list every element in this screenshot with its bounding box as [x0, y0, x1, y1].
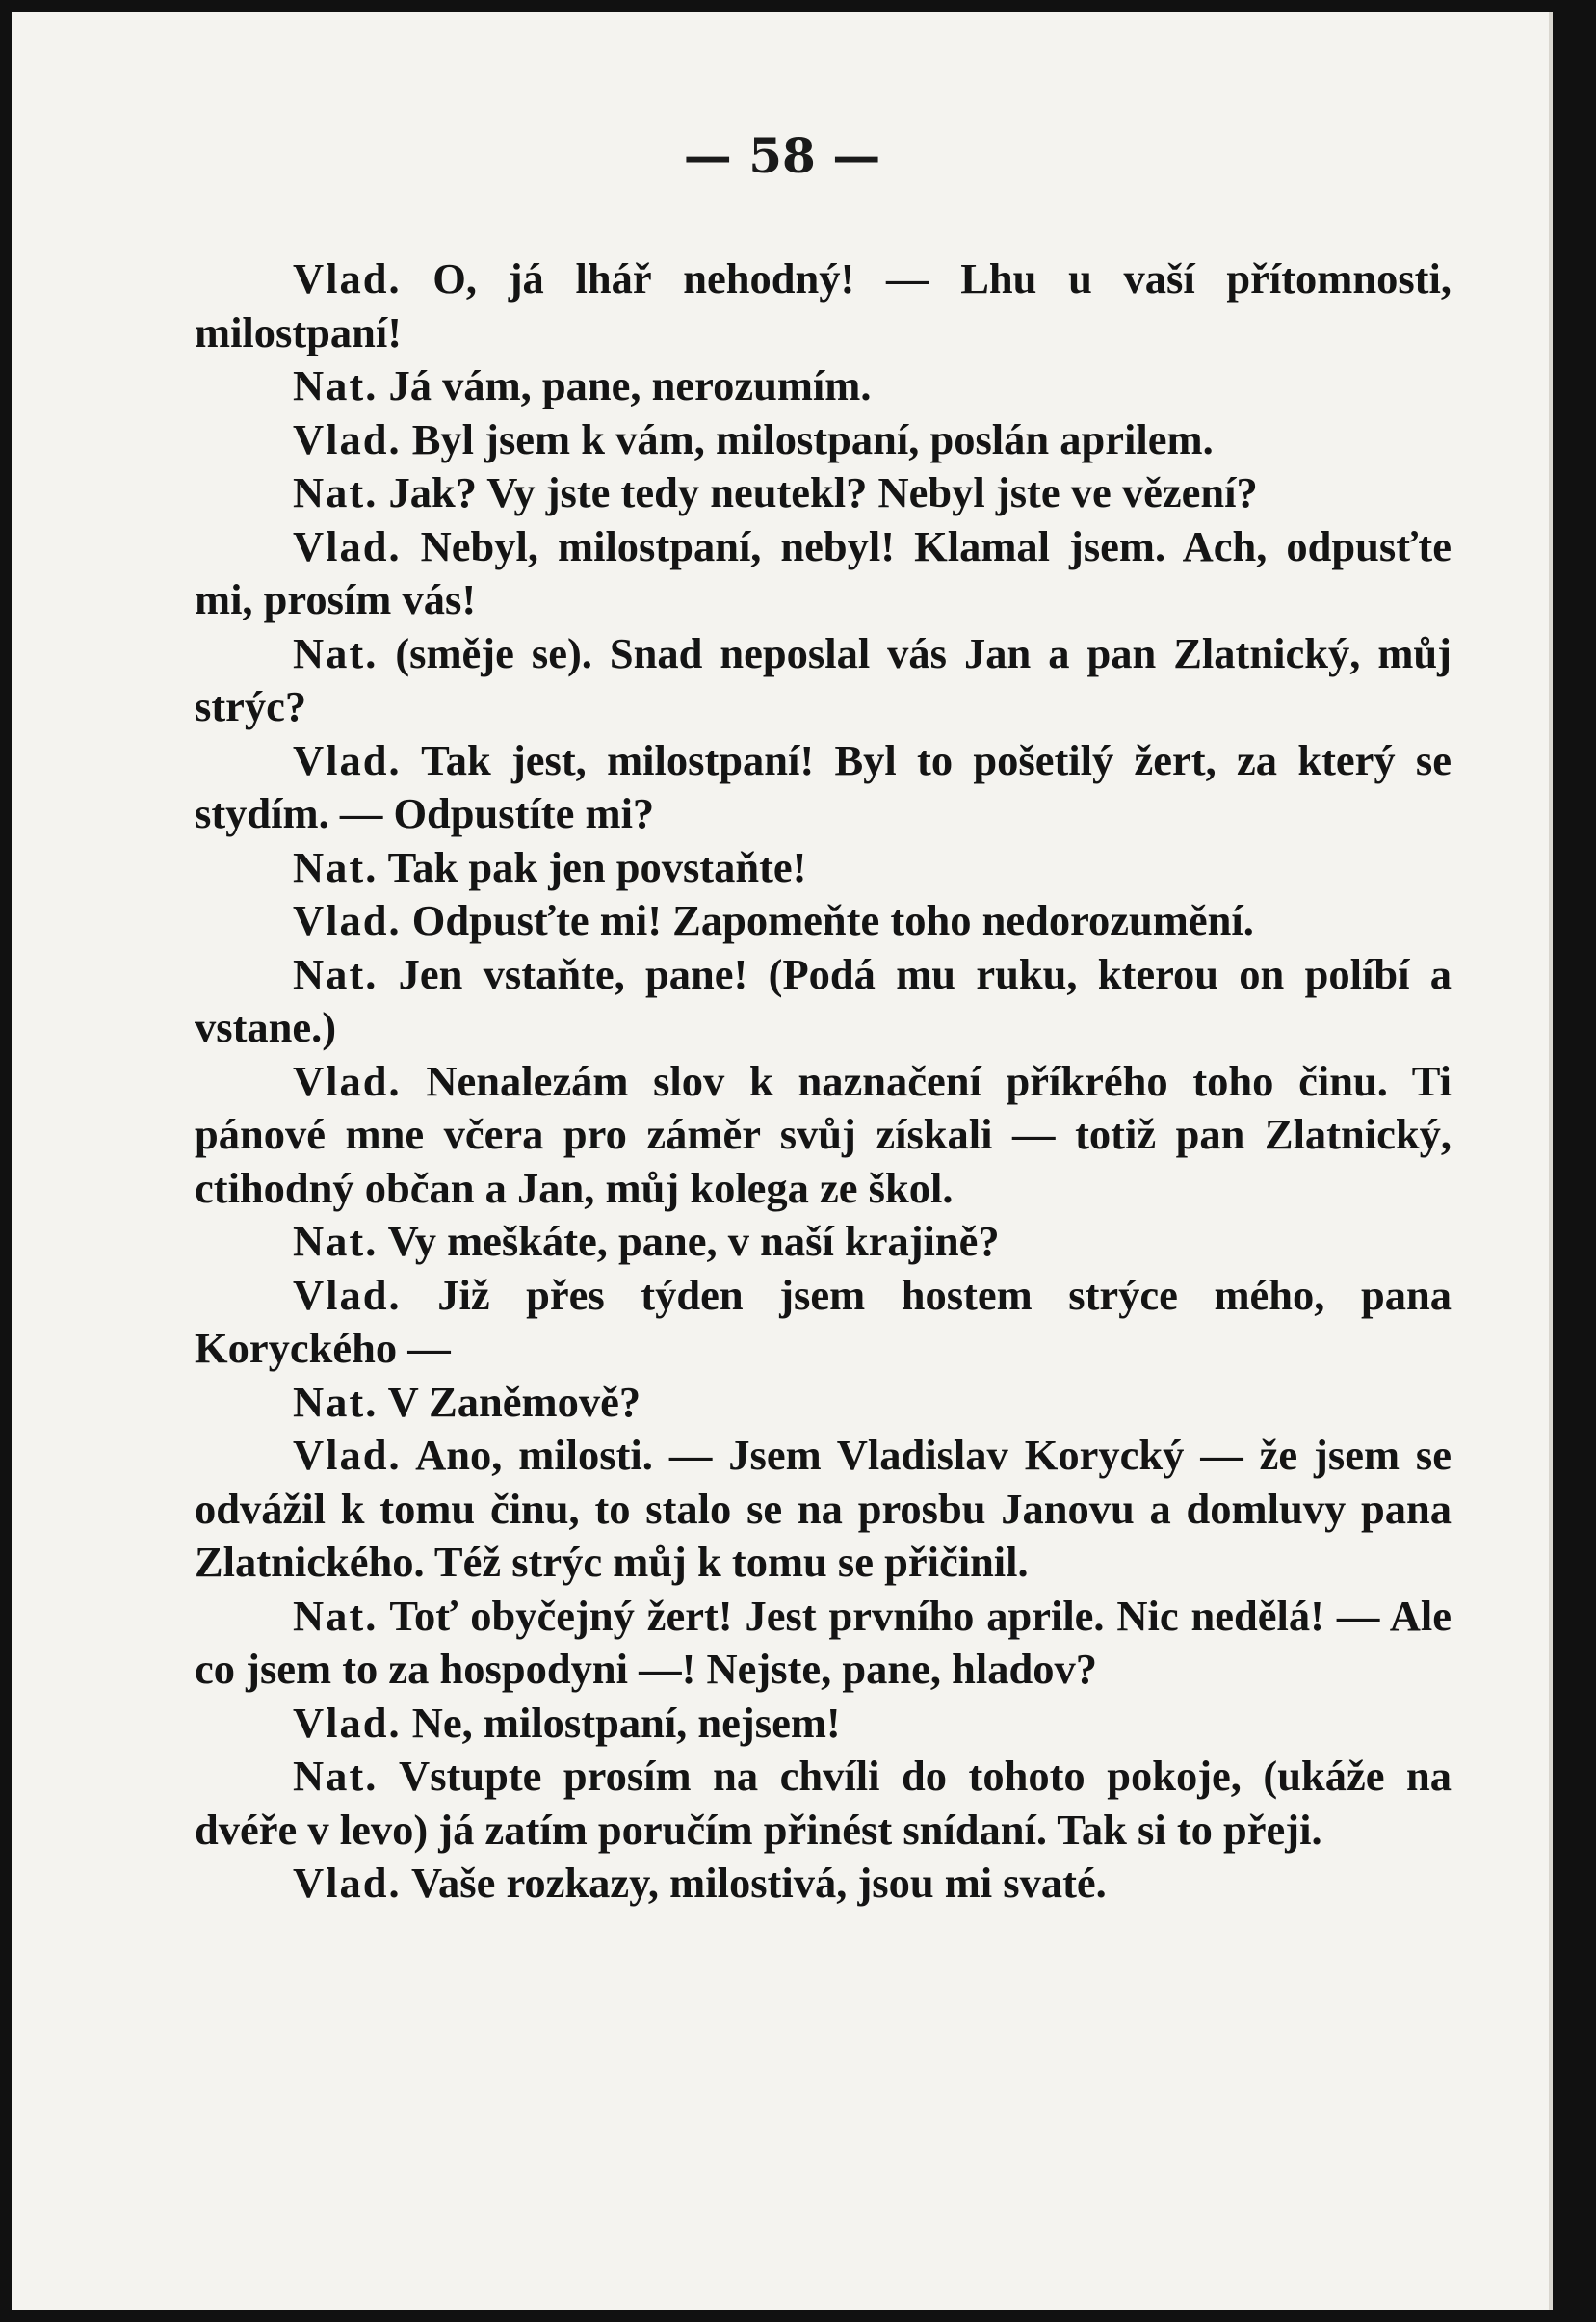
speech-text: Ne, milostpaní, nejsem!: [401, 1698, 841, 1747]
speaker-name: Vlad.: [293, 735, 402, 784]
speech-text: Jen vstaňte, pane! (Podá mu ruku, kterou on políbí a vstane.): [195, 949, 1452, 1051]
speaker-name: Vlad.: [293, 254, 402, 303]
speech-text: O, já lhář nehodný! — Lhu u vaší přítomnosti, milostpaní!: [195, 254, 1452, 356]
speaker-name: Nat.: [293, 628, 379, 677]
speaker-name: Nat.: [293, 842, 379, 891]
dialogue-text: [195, 252, 1452, 1911]
speech-text: Já vám, pane, nerozumím.: [378, 361, 872, 409]
dialogue-paragraph: [195, 413, 1452, 467]
speech-text: Toť obyčejný žert! Jest prvního aprile. Nic nedělá! — Ale co jsem to za hospodyni —! Nejste, pane, hladov?: [195, 1591, 1452, 1693]
speech-text: Vaše rozkazy, milostivá, jsou mi svaté.: [401, 1859, 1107, 1907]
dialogue-paragraph: [195, 1857, 1452, 1911]
speech-text: Tak jest, milostpaní! Byl to pošetilý žert, za který se stydím. — Odpustíte mi?: [195, 735, 1452, 837]
dialogue-paragraph: [195, 948, 1452, 1055]
speaker-name: Nat.: [293, 1752, 379, 1800]
speaker-name: Vlad.: [293, 1698, 402, 1747]
dialogue-paragraph: [195, 627, 1452, 734]
speech-text: Byl jsem k vám, milostpaní, poslán aprilem.: [401, 414, 1214, 463]
speaker-name: Vlad.: [293, 1431, 402, 1479]
speaker-name: Vlad.: [293, 521, 402, 570]
speaker-name: Nat.: [293, 1591, 379, 1640]
speech-text: V Zaněmově?: [378, 1377, 641, 1426]
dialogue-paragraph: [195, 1750, 1452, 1857]
dialogue-paragraph: [195, 1590, 1452, 1697]
page-edge: [1549, 12, 1553, 2310]
speech-text: Jak? Vy jste tedy neutekl? Nebyl jste ve vězení?: [378, 468, 1258, 516]
dialogue-paragraph: [195, 252, 1452, 359]
dialogue-paragraph: [195, 1269, 1452, 1376]
speaker-name: Vlad.: [293, 896, 402, 944]
speech-text: Vstupte prosím na chvíli do tohoto pokoje, (ukáže na dvéře v levo) já zatím poručím přinést snídaní. Tak si to přeji.: [195, 1752, 1452, 1854]
speech-text: Nebyl, milostpaní, nebyl! Klamal jsem. Ach, odpusťte mi, prosím vás!: [195, 521, 1452, 623]
speech-text: Nenalezám slov k naznačení příkrého toho činu. Ti pánové mne včera pro záměr svůj získali — totiž pan Zlatnický, ctihodný občan a Jan, můj kolega ze škol.: [195, 1056, 1452, 1212]
dialogue-paragraph: [195, 1429, 1452, 1590]
speaker-name: Vlad.: [293, 414, 402, 463]
dialogue-paragraph: [195, 1376, 1452, 1430]
page-number: — 58 —: [683, 127, 881, 184]
speaker-name: Nat.: [293, 468, 379, 516]
dialogue-paragraph: [195, 359, 1452, 413]
speaker-name: Vlad.: [293, 1270, 402, 1319]
speech-text: (směje se). Snad neposlal vás Jan a pan Zlatnický, můj strýc?: [195, 628, 1452, 730]
speech-text: Odpusťte mi! Zapomeňte toho nedorozumění.: [401, 896, 1254, 944]
speech-text: Ano, milosti. — Jsem Vladislav Korycký — že jsem se odvážil k tomu činu, to stalo se na prosbu Janovu a domluvy pana Zlatnického. Též strýc můj k tomu se přičinil.: [195, 1431, 1452, 1586]
dialogue-paragraph: [195, 1055, 1452, 1216]
dialogue-paragraph: [195, 841, 1452, 895]
speaker-name: Nat.: [293, 949, 379, 998]
speaker-name: Nat.: [293, 1377, 379, 1426]
speech-text: Tak pak jen povstaňte!: [378, 842, 807, 891]
dialogue-paragraph: [195, 894, 1452, 948]
dialogue-paragraph: [195, 1215, 1452, 1269]
speaker-name: Vlad.: [293, 1859, 402, 1907]
dialogue-paragraph: [195, 1697, 1452, 1751]
speaker-name: Vlad.: [293, 1056, 402, 1105]
speech-text: Již přes týden jsem hostem strýce mého, pana Koryckého —: [195, 1270, 1452, 1372]
book-page: [12, 12, 1553, 2310]
dialogue-paragraph: [195, 734, 1452, 841]
dialogue-paragraph: [195, 520, 1452, 627]
speaker-name: Nat.: [293, 361, 379, 409]
speaker-name: Nat.: [293, 1217, 379, 1265]
speech-text: Vy meškáte, pane, v naší krajině?: [378, 1217, 1000, 1265]
dialogue-paragraph: [195, 466, 1452, 520]
